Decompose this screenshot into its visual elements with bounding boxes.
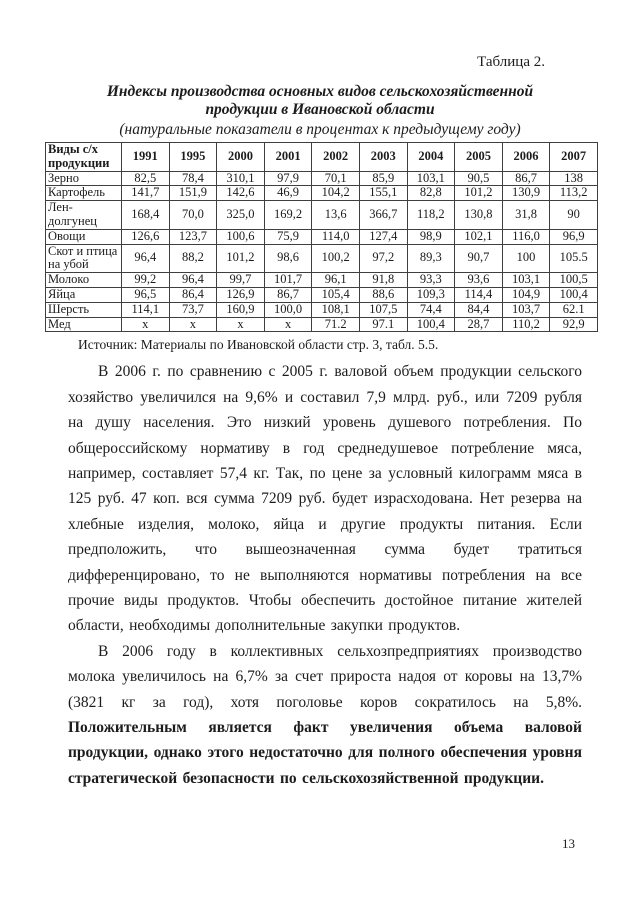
table-cell: 118,2 [407,201,455,230]
table-cell: 70,1 [312,171,360,186]
paragraph-1: В 2006 г. по сравнению с 2005 г. валовой объем продукции сельского хозяйство увеличился на 9,6% и составил 7,9 млрд. руб., или 7209 рубля на душу населения. Это низкий уровень душевого потребления. По общероссийскому нормативу в год среднедушевое потребление мяса, например, составляет 57,4 кг. Так, по цене за условный килограмм мяса в 125 руб. 47 коп. вся сумма 7209 руб. будет израсходована. Нет резерва на хлебные изделия, молоко, яйца и другие продукты питания. Если предположить, что вышеозначенная сумма будет тратиться дифференцировано, то не выполняются нормативы потребления на все прочие виды продуктов. Чтобы обеспечить достойное питание жителей области, необходимы дополнительные закупки продуктов. [68,363,582,635]
table-cell: 91,8 [359,273,407,288]
row-label: Молоко [46,273,122,288]
table-row [46,302,598,317]
row-label: Зерно [46,171,122,186]
table-cell: 104,9 [502,287,550,302]
table-cell: 100,6 [217,229,265,244]
table-cell: 169,2 [264,201,312,230]
table-cell: 84,4 [455,302,503,317]
table-cell: 109,3 [407,287,455,302]
table-cell: 85,9 [359,171,407,186]
table-cell: 100 [502,244,550,273]
table-cell: 114,0 [312,229,360,244]
table-cell: 104,2 [312,186,360,201]
table-header-row [46,143,598,172]
row-label: Лен-долгунец [46,201,122,230]
column-header-year: 2000 [217,143,265,172]
column-header-year: 1995 [169,143,217,172]
table-cell: 138 [550,171,598,186]
table-cell: 114,4 [455,287,503,302]
row-label: Овощи [46,229,122,244]
table-cell: 127,4 [359,229,407,244]
column-header-year: 2007 [550,143,598,172]
table-cell: 126,6 [122,229,170,244]
table-cell: 103,1 [407,171,455,186]
column-header-year: 2004 [407,143,455,172]
table-cell: 93,3 [407,273,455,288]
paragraph-2 [68,639,582,791]
table-cell: 74,4 [407,302,455,317]
table-cell: 96,5 [122,287,170,302]
column-header-year: 2003 [359,143,407,172]
table-cell: 101,2 [455,186,503,201]
table-cell: 89,3 [407,244,455,273]
table-cell: 13,6 [312,201,360,230]
paragraph-2-bold: Положительным является факт увеличения объема валовой продукции, однако этого недостаточно для полного обеспечения уровня стратегической безопасности по сельскохозяйственной продукции. [68,719,582,787]
table-cell: 93,6 [455,273,503,288]
table-cell: 116,0 [502,229,550,244]
table-cell: 96,4 [169,273,217,288]
table-cell: 98,9 [407,229,455,244]
table-cell: 103,1 [502,273,550,288]
table-title [0,83,640,119]
table-cell: 102,1 [455,229,503,244]
table-row [46,317,598,332]
row-label: Мед [46,317,122,332]
table-cell: 96,4 [122,244,170,273]
column-header-year: 2006 [502,143,550,172]
table-cell: 96,9 [550,229,598,244]
table-cell: 86,4 [169,287,217,302]
table-cell: 108,1 [312,302,360,317]
table-cell: 101,2 [217,244,265,273]
table-cell: 86,7 [264,287,312,302]
table-row [46,287,598,302]
table-cell: 325,0 [217,201,265,230]
table-cell: 105.5 [550,244,598,273]
table-cell: 71.2 [312,317,360,332]
source-note: Источник: Материалы по Ивановской области стр. 3, табл. 5.5. [78,337,439,353]
table-cell: 168,4 [122,201,170,230]
table-cell: 28,7 [455,317,503,332]
table-cell: 31,8 [502,201,550,230]
column-header-year: 1991 [122,143,170,172]
table-cell: 75,9 [264,229,312,244]
table-cell: 90,5 [455,171,503,186]
table-cell: 141,7 [122,186,170,201]
row-label: Скот и птица на убой [46,244,122,273]
table-cell: 151,9 [169,186,217,201]
column-header-year: 2001 [264,143,312,172]
table-cell: 100,4 [550,287,598,302]
table-cell: 366,7 [359,201,407,230]
table-cell: х [264,317,312,332]
table-cell: 101,7 [264,273,312,288]
table-cell: 105,4 [312,287,360,302]
table-cell: 90,7 [455,244,503,273]
table-cell: х [217,317,265,332]
table-cell: 99,7 [217,273,265,288]
table-cell: 142,6 [217,186,265,201]
table-cell: 114,1 [122,302,170,317]
production-index-table [45,142,598,332]
table-row [46,186,598,201]
row-label: Шерсть [46,302,122,317]
table-cell: 103,7 [502,302,550,317]
table-row [46,171,598,186]
table-cell: 90 [550,201,598,230]
table-cell: 160,9 [217,302,265,317]
column-header-product-type: Виды с/х продукции [46,143,122,172]
table-cell: 73,7 [169,302,217,317]
table-cell: 130,8 [455,201,503,230]
table-cell: х [122,317,170,332]
table-cell: 100,0 [264,302,312,317]
table-cell: 100,4 [407,317,455,332]
table-cell: 113,2 [550,186,598,201]
table-cell: 123,7 [169,229,217,244]
paragraph-2-regular: В 2006 году в коллективных сельхозпредприятиях производство молока увеличилось на 6,7% за счет прироста надоя от коровы на 13,7% (3821 кг за год), хотя поголовье коров сократилось на 5,8%. [68,642,582,711]
table-cell: 92,9 [550,317,598,332]
table-cell: 99,2 [122,273,170,288]
table-caption-number: Таблица 2. [477,54,545,70]
row-label: Картофель [46,186,122,201]
table-cell: 82,5 [122,171,170,186]
table-title-line1: Индексы производства основных видов сельскохозяйственной [106,83,534,100]
table-row [46,244,598,273]
row-label: Яйца [46,287,122,302]
page-number: 13 [562,836,575,851]
table-cell: 97,2 [359,244,407,273]
table-cell: 88,6 [359,287,407,302]
table-cell: 97.1 [359,317,407,332]
column-header-year: 2002 [312,143,360,172]
table-cell: 62.1 [550,302,598,317]
table-cell: 310,1 [217,171,265,186]
table-cell: 97,9 [264,171,312,186]
table-subtitle: (натуральные показатели в процентах к предыдущему году) [119,121,521,138]
table-cell: 96,1 [312,273,360,288]
table-cell: 78,4 [169,171,217,186]
table-row [46,229,598,244]
table-cell: 110,2 [502,317,550,332]
table-cell: 100,2 [312,244,360,273]
table-cell: 155,1 [359,186,407,201]
table-cell: 98,6 [264,244,312,273]
table-cell: 107,5 [359,302,407,317]
table-cell: 82,8 [407,186,455,201]
table-title-line2: продукции в Ивановской области [205,101,435,118]
table-cell: 86,7 [502,171,550,186]
table-cell: 70,0 [169,201,217,230]
table-row [46,201,598,230]
column-header-year: 2005 [455,143,503,172]
table-cell: 100,5 [550,273,598,288]
table-cell: 88,2 [169,244,217,273]
table-cell: 46,9 [264,186,312,201]
table-row [46,273,598,288]
table-cell: 130,9 [502,186,550,201]
table-cell: 126,9 [217,287,265,302]
table-cell: х [169,317,217,332]
body-text [68,359,582,791]
